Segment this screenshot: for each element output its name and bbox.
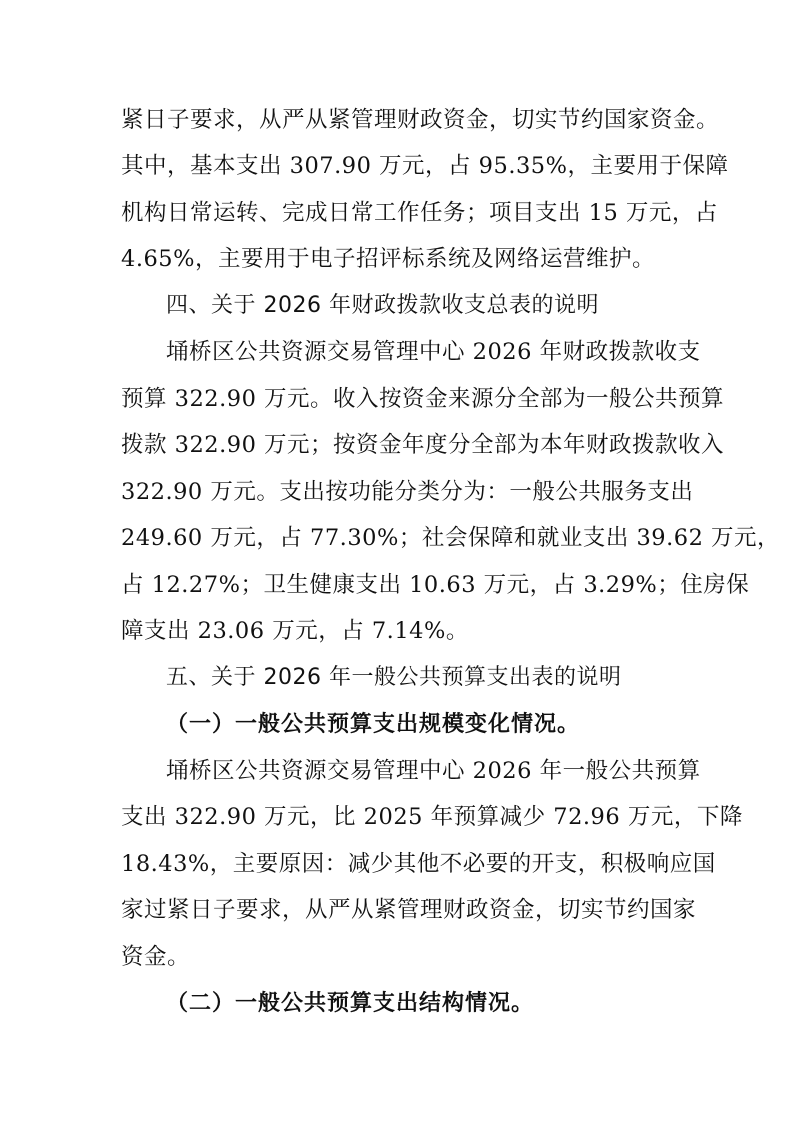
text-line: 322.90 万元。支出按功能分类分为：一般公共服务支出 xyxy=(121,479,694,505)
text-line: 预算 322.90 万元。收入按资金来源分全部为一般公共预算 xyxy=(121,386,725,412)
section-heading-5: 五、关于 2026 年一般公共预算支出表的说明 xyxy=(166,665,622,690)
section-heading-4: 四、关于 2026 年财政拨款收支总表的说明 xyxy=(166,293,599,318)
text-line: 18.43%，主要原因：减少其他不必要的开支，积极响应国 xyxy=(121,851,716,877)
text-line: 埇桥区公共资源交易管理中心 2026 年财政拨款收支 xyxy=(166,339,701,365)
text-line: 占 12.27%；卫生健康支出 10.63 万元，占 3.29%；住房保 xyxy=(121,572,750,598)
subsection-heading-1: （一）一般公共预算支出规模变化情况。 xyxy=(166,711,581,737)
text-line: 埇桥区公共资源交易管理中心 2026 年一般公共预算 xyxy=(166,758,701,784)
text-line: 家过紧日子要求，从严从紧管理财政资金，切实节约国家 xyxy=(121,897,697,923)
text-line: 障支出 23.06 万元，占 7.14%。 xyxy=(121,618,469,644)
text-line: 其中，基本支出 307.90 万元，占 95.35%，主要用于保障 xyxy=(121,153,729,179)
text-line: 机构日常运转、完成日常工作任务；项目支出 15 万元，占 xyxy=(121,200,718,226)
subsection-heading-2: （二）一般公共预算支出结构情况。 xyxy=(166,990,535,1016)
text-line: 249.60 万元，占 77.30%；社会保障和就业支出 39.62 万元， xyxy=(121,525,781,551)
text-line: 支出 322.90 万元，比 2025 年预算减少 72.96 万元，下降 xyxy=(121,804,743,830)
text-line: 紧日子要求，从严从紧管理财政资金，切实节约国家资金。 xyxy=(121,107,720,133)
text-line: 4.65%，主要用于电子招评标系统及网络运营维护。 xyxy=(121,246,655,272)
text-line: 拨款 322.90 万元；按资金年度分全部为本年财政拨款收入 xyxy=(121,432,725,458)
text-line: 资金。 xyxy=(121,944,191,970)
